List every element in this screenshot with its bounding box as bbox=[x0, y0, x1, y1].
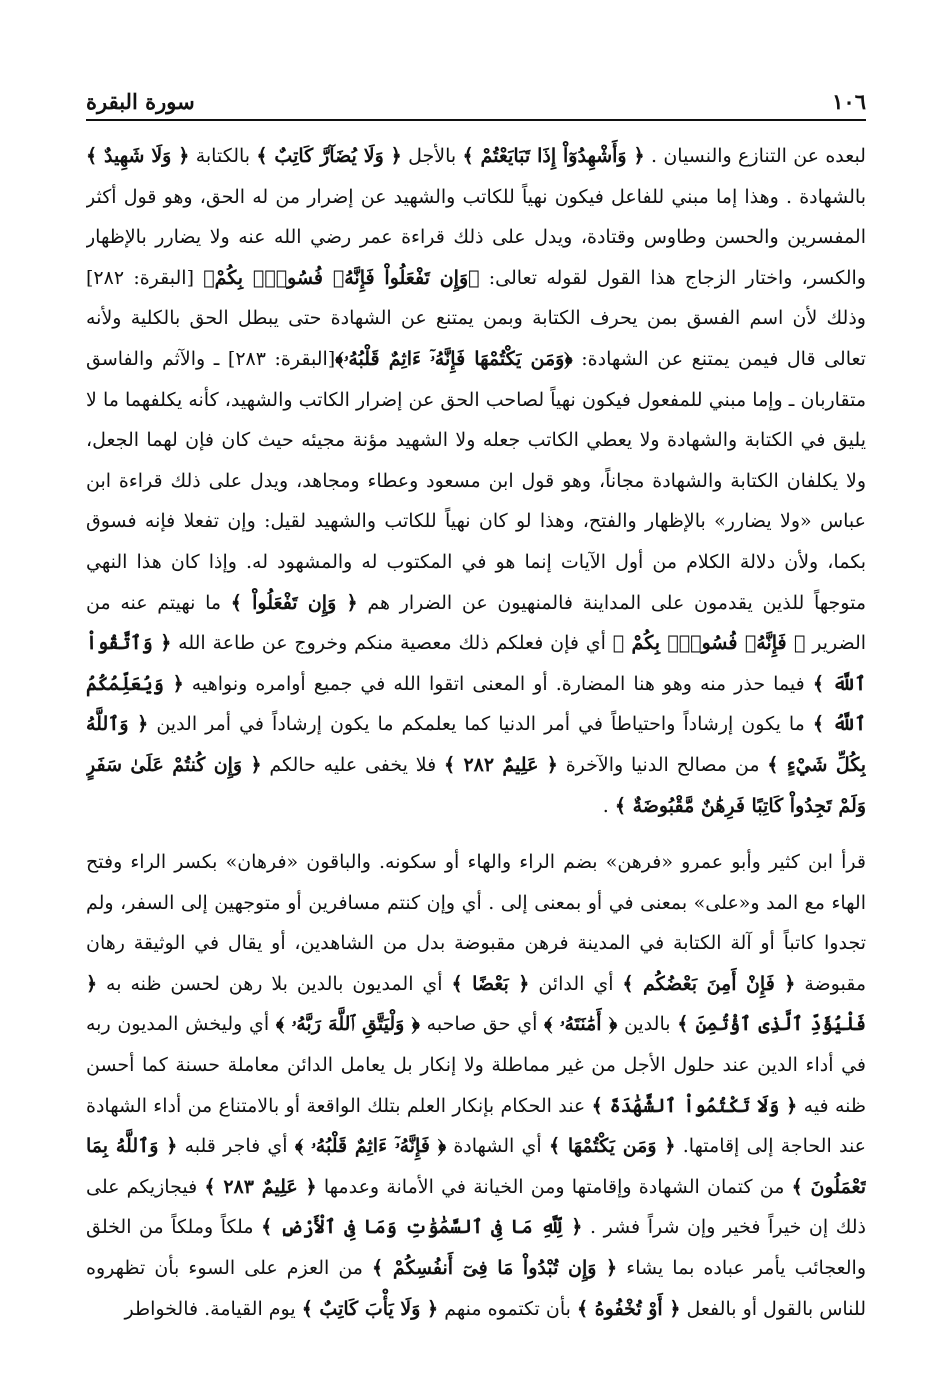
quran-verse-quote: ﴿ أَمَٰنَتَهُۥ ﴾ bbox=[544, 1013, 618, 1036]
commentary-text: [البقرة: ٢٨٢] وذلك لأن اسم الفسق بمن يحرف الكتابة وبمن يمتنع عن الشهادة حتى يبطل الحق بالكلية ولأنه تعالى قال فيمن يمتنع عن الشهادة: bbox=[86, 266, 866, 370]
quran-verse-quote: ﴿ أَوْ تُخْفُوهُ ﴾ bbox=[576, 1297, 681, 1320]
commentary-text: ما نهيتم عنه من الضرير bbox=[86, 591, 866, 655]
quran-verse-quote: ﴿ بَعْضًا ﴾ bbox=[451, 972, 530, 995]
quran-verse-quote: ﴿ فَإِنَّهُۥ فُسُوقٌۢ بِكُمْ ﴾ bbox=[612, 632, 806, 655]
commentary-text: أي وليخش المديون ربه في أداء الدين عند حلول الأجل من غير مماطلة ولا إنكار بل يعامل الدائن معاملة حسنة كما أحسن ظنه فيه bbox=[86, 1013, 866, 1117]
commentary-text: بالأجل bbox=[401, 145, 463, 167]
commentary-text: فيجازيكم على ذلك إن خيراً فخير وإن شراً فشر . bbox=[86, 1175, 866, 1239]
quran-verse-quote: ﴿ وَلَا يَأْبَ كَاتِبٌ ﴾ bbox=[301, 1297, 439, 1320]
commentary-text: ما يكون إرشاداً واحتياطاً في أمر الدنيا كما يعلمكم ما يكون إرشاداً في أمر الدين bbox=[148, 713, 813, 736]
commentary-body bbox=[86, 136, 866, 1368]
quran-verse-quote: ﴿ وَلَا يُضَآرَّ كَاتِبٌ ﴾ bbox=[256, 145, 402, 167]
quran-verse-quote: ﴿ لِّلَّهِ مَا فِى ٱلسَّمَٰوَٰتِ وَمَا فِى ٱلْأَرْضِ ﴾ bbox=[261, 1216, 583, 1239]
commentary-text: يوم القيامة. فالخواطر bbox=[124, 1297, 302, 1320]
commentary-text: أي المديون بالدين بلا رهن لحسن ظنه به bbox=[97, 972, 452, 995]
quran-verse-quote: ﴿وَإِن تَفْعَلُواْ فَإِنَّهُۥ فُسُوقٌۢ بِكُمْ﴾ bbox=[203, 266, 480, 289]
commentary-text: أي حق صاحبه bbox=[419, 1013, 545, 1036]
commentary-text: أي فإن فعلكم ذلك معصية منكم وخروج عن طاعة الله bbox=[171, 632, 613, 655]
quran-verse-quote: ﴿وَمَن يَكْتُمْهَا فَإِنَّهُۥٓ ءَاثِمٌ قَلْبُهُۥ﴾ bbox=[335, 347, 573, 370]
quran-verse-quote: ﴿ وَٱللَّهُ بِكُلِّ شَيْءٍ ﴾ bbox=[86, 713, 866, 776]
commentary-text: أي فاجر قلبه bbox=[177, 1135, 295, 1158]
quran-verse-quote: ﴿ وَإِن كُنتُمْ عَلَىٰ سَفَرٍ وَلَمْ تَجِدُواْ كَاتِبًا فَرِهَٰنٌ مَّقْبُوضَةٌ ﴾ bbox=[86, 753, 866, 817]
quran-verse-quote: ﴿ وَإِن تَفْعَلُواْ ﴾ bbox=[230, 591, 358, 614]
commentary-text: بالكتابة bbox=[189, 145, 257, 167]
header-rule bbox=[86, 119, 866, 121]
quran-verse-quote: ﴿ فَلْيُؤَدِّ ٱلَّذِى ٱؤْتُمِنَ ﴾ bbox=[86, 972, 866, 1036]
quran-verse-quote: ﴿ فَإِنْ أَمِنَ بَعْضُكُم ﴾ bbox=[622, 972, 796, 995]
quran-verse-quote: ﴿ وَٱللَّهُ بِمَا تَعْمَلُونَ ﴾ bbox=[86, 1135, 866, 1198]
quran-verse-quote: ﴿ عَلِيمٌ ٢٨٣ ﴾ bbox=[204, 1175, 317, 1198]
page-number: ١٠٦ bbox=[832, 88, 866, 114]
quran-verse-quote: ﴿ وَلَا تَكْتُمُواْ ٱلشَّهَٰدَةَ ﴾ bbox=[591, 1094, 798, 1117]
commentary-text: أي الدائن bbox=[529, 972, 623, 995]
running-header bbox=[86, 84, 866, 118]
commentary-text: لبعده عن التنازع والنسيان . bbox=[644, 145, 866, 167]
commentary-text: فيما حذر منه وهو هنا المضارة. أو المعنى اتقوا الله في جميع أوامره ونواهيه bbox=[183, 672, 813, 695]
paragraph bbox=[86, 842, 866, 1329]
commentary-text: أي الشهادة bbox=[446, 1135, 549, 1158]
commentary-text: من كتمان الشهادة وإقامتها ومن الخيانة في الأمانة وعدمها bbox=[316, 1175, 792, 1198]
quran-verse-quote: ﴿ عَلِيمٌ ٢٨٢ ﴾ bbox=[443, 753, 558, 776]
quran-verse-quote: ﴿ وَمَن يَكْتُمْهَا ﴾ bbox=[548, 1135, 676, 1158]
commentary-text: بأن تكتموه منهم bbox=[438, 1297, 577, 1320]
quran-verse-quote: ﴿ وَأَشْهِدُوٓاْ إِذَا تَبَايَعْتُمْ ﴾ bbox=[462, 145, 645, 167]
commentary-text: فلا يخفى عليه حالكم bbox=[261, 753, 444, 776]
commentary-text: ملكاً وملكاً من الخلق والعجائب يأمر عباده بما يشاء bbox=[86, 1216, 866, 1280]
commentary-text: [البقرة: ٢٨٣] ـ والآثم والفاسق متقاربان ـ وإما مبني للمفعول فيكون نهياً لصاحب الحق عن إضرار الكاتب والشهيد، كأنه يكلفهما ما لا يليق في الكتابة والشهادة ولا يعطي الكاتب جعله ولا الشهيد مؤنة مجيئه حيث كان فإن لهما الجعل، ولا يكلفان الكتابة والشهادة مجاناً، وهو قول ابن مسعود وعطاء ومجاهد، ويدل على ذلك قراءة ابن عباس «ولا يضارر» بالإظهار والفتح، وهذا لو كان نهياً للكاتب والشهيد لقيل: وإن تفعلا فإنه فسوق بكما، ولأن دلالة الكلام من أول الآيات إنما هو في المكتوب له والمشهود له. وإذا كان هذا النهي متوجهاً للذين يقدمون على المداينة فالمنهيون عن الضرار هم bbox=[86, 347, 866, 614]
commentary-text: . bbox=[602, 794, 615, 817]
commentary-text: عند الحكام بإنكار العلم بتلك الواقعة أو بالامتناع من أداء الشهادة عند الحاجة إلى إقامتها. bbox=[86, 1094, 866, 1158]
surah-name: سورة البقرة bbox=[86, 88, 195, 114]
quran-verse-quote: ﴿ وَإِن تُبْدُواْ مَا فِىٓ أَنفُسِكُمْ ﴾ bbox=[372, 1257, 618, 1280]
commentary-text: بالدين bbox=[617, 1013, 678, 1036]
quran-verse-quote: ﴿ وَٱتَّقُواْ ٱللَّهَ ﴾ bbox=[86, 632, 866, 695]
commentary-text: قرأ ابن كثير وأبو عمرو «فرهن» بضم الراء والهاء أو سكونه. والباقون «فرهان» بكسر الراء وفتح الهاء مع المد و«على» بمعنى في أو بمعنى إلى . أي وإن كنتم مسافرين أو متوجهين إلى السفر، ولم تجدوا كاتباً أو آلة الكتابة في المدينة فرهن مقبوضة بدل من الشاهدين، أو يقال في الوثيقة رهان مقبوضة bbox=[86, 851, 866, 995]
commentary-text: من العزم على السوء بأن تظهروه للناس بالقول أو بالفعل bbox=[86, 1257, 866, 1320]
commentary-text: بالشهادة . وهذا إما مبني للفاعل فيكون نهياً للكاتب والشهيد عن إضرار من له الحق، وهو قول أكثر المفسرين والحسن وطاوس وقتادة، ويدل على ذلك قراءة عمر رضي الله عنه ولا يضارر بالإظهار والكسر، واختار الزجاج هذا القول لقوله تعالى: bbox=[86, 185, 866, 289]
quran-verse-quote: ﴿ وَلَا شَهِيدٌ ﴾ bbox=[86, 145, 190, 167]
quran-verse-quote: ﴿ وَلْيَتَّقِ ٱللَّهَ رَبَّهُۥ ﴾ bbox=[275, 1013, 420, 1036]
quran-verse-quote: ﴿ وَيُعَلِّمُكُمُ ٱللَّهُ ﴾ bbox=[86, 672, 866, 736]
paragraph bbox=[86, 136, 866, 826]
commentary-text: من مصالح الدنيا والآخرة bbox=[557, 753, 768, 776]
quran-verse-quote: ﴿ فَإِنَّهُۥٓ ءَاثِمٌ قَلْبُهُۥ ﴾ bbox=[294, 1135, 447, 1158]
